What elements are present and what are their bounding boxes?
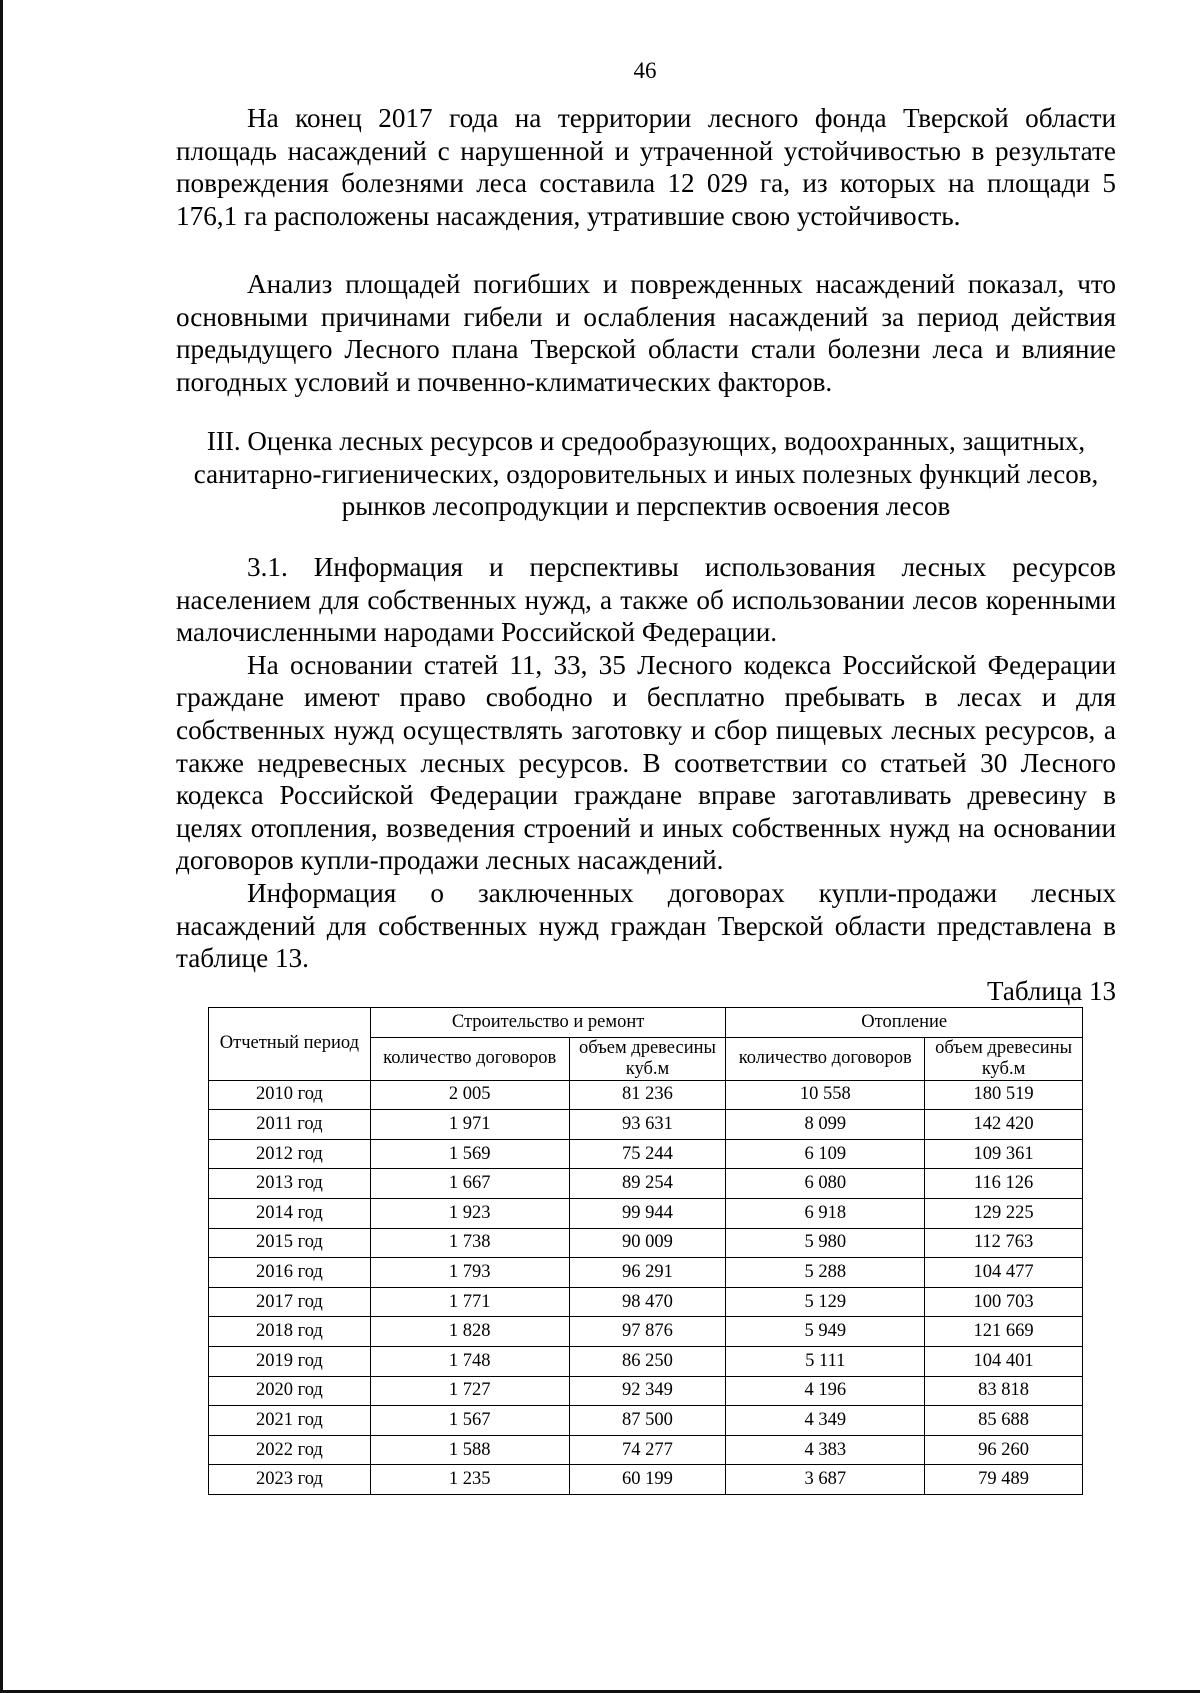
table-cell: 3 687 xyxy=(726,1465,925,1495)
table-cell: 5 288 xyxy=(726,1258,925,1288)
page-number: 46 xyxy=(633,58,657,83)
table-cell: 60 199 xyxy=(569,1465,726,1495)
table-cell: 5 129 xyxy=(726,1287,925,1317)
analysis-text xyxy=(176,268,1116,398)
table-row xyxy=(209,1435,1083,1465)
period-cell: 2014 год xyxy=(209,1198,371,1228)
table-cell: 74 277 xyxy=(569,1435,726,1465)
table-cell: 104 477 xyxy=(925,1258,1083,1288)
table-cell: 4 383 xyxy=(726,1435,925,1465)
heating-header: Отопление xyxy=(726,1008,1083,1038)
heating-contracts-header: количество договоров xyxy=(726,1037,925,1080)
table-row xyxy=(209,1376,1083,1406)
period-cell: 2022 год xyxy=(209,1435,371,1465)
paragraph: Анализ площадей погибших и поврежденных насаждений показал, что основными причинами гибели и ослабления насаждений за период действия предыдущего Лесного плана Тверской области стали болезни леса и влияние погодных условий и почвенно-климатических факторов. xyxy=(176,269,1116,397)
table-cell: 1 569 xyxy=(370,1139,569,1169)
period-cell: 2010 год xyxy=(209,1080,371,1110)
construction-contracts-header: количество договоров xyxy=(370,1037,569,1080)
table-cell: 1 923 xyxy=(370,1198,569,1228)
table-cell: 1 588 xyxy=(370,1435,569,1465)
table-cell: 129 225 xyxy=(925,1198,1083,1228)
table-cell: 89 254 xyxy=(569,1169,726,1199)
period-cell: 2013 год xyxy=(209,1169,371,1199)
table-cell: 109 361 xyxy=(925,1139,1083,1169)
table-row xyxy=(209,1465,1083,1495)
table-cell: 83 818 xyxy=(925,1376,1083,1406)
table-cell: 81 236 xyxy=(569,1080,726,1110)
table-row xyxy=(209,1287,1083,1317)
period-cell: 2018 год xyxy=(209,1317,371,1347)
table-row xyxy=(209,1198,1083,1228)
table-cell: 1 771 xyxy=(370,1287,569,1317)
table-row xyxy=(209,1406,1083,1436)
construction-header: Строительство и ремонт xyxy=(370,1008,726,1038)
period-cell: 2019 год xyxy=(209,1346,371,1376)
table-row xyxy=(209,1346,1083,1376)
period-cell: 2017 год xyxy=(209,1287,371,1317)
section-heading: III. Оценка лесных ресурсов и средообразующих, водоохранных, защитных, санитарно-гигиенических, оздоровительных и иных полезных функций лесов, рынков лесопродукции и перспектив освоения лесов xyxy=(193,426,1099,521)
period-cell: 2015 год xyxy=(209,1228,371,1258)
table-row xyxy=(209,1317,1083,1347)
table-row xyxy=(209,1139,1083,1169)
period-cell: 2011 год xyxy=(209,1110,371,1140)
table-cell: 90 009 xyxy=(569,1228,726,1258)
table-cell: 99 944 xyxy=(569,1198,726,1228)
table-cell: 1 971 xyxy=(370,1110,569,1140)
paragraph: На основании статей 11, 33, 35 Лесного кодекса Российской Федерации граждане имеют право свободно и бесплатно пребывать в лесах и для собственных нужд осуществлять заготовку и сбор пищевых лесных ресурсов, а также недревесных лесных ресурсов. В соответствии со статьей 30 Лесного кодекса Российской Федерации граждане вправе заготавливать древесину в целях отопления, возведения строений и иных собственных нужд на основании договоров купли-продажи лесных насаждений. xyxy=(176,649,1116,876)
table-cell: 1 748 xyxy=(370,1346,569,1376)
period-cell: 2023 год xyxy=(209,1465,371,1495)
table-cell: 104 401 xyxy=(925,1346,1083,1376)
table-cell: 97 876 xyxy=(569,1317,726,1347)
table-cell: 1 567 xyxy=(370,1406,569,1436)
contracts-table xyxy=(208,1007,1083,1495)
table-cell: 112 763 xyxy=(925,1228,1083,1258)
table-cell: 5 949 xyxy=(726,1317,925,1347)
period-cell: 2016 год xyxy=(209,1258,371,1288)
table-cell: 96 291 xyxy=(569,1258,726,1288)
table-cell: 5 980 xyxy=(726,1228,925,1258)
paragraph: 3.1. Информация и перспективы использования лесных ресурсов населением для собственных нужд, а также об использовании лесов коренными малочисленными народами Российской Федерации. xyxy=(176,552,1116,648)
table-cell: 4 196 xyxy=(726,1376,925,1406)
table-cell: 100 703 xyxy=(925,1287,1083,1317)
table-cell: 116 126 xyxy=(925,1169,1083,1199)
scan-edge-left xyxy=(0,0,3,1693)
table-cell: 93 631 xyxy=(569,1110,726,1140)
table-row xyxy=(209,1169,1083,1199)
table-cell: 6 109 xyxy=(726,1139,925,1169)
table-cell: 142 420 xyxy=(925,1110,1083,1140)
table-row xyxy=(209,1228,1083,1258)
table-cell: 75 244 xyxy=(569,1139,726,1169)
table-caption: Таблица 13 xyxy=(987,976,1116,1006)
table-cell: 10 558 xyxy=(726,1080,925,1110)
period-cell: 2021 год xyxy=(209,1406,371,1436)
table-cell: 92 349 xyxy=(569,1376,726,1406)
table-row xyxy=(209,1110,1083,1140)
table-cell: 6 918 xyxy=(726,1198,925,1228)
construction-volume-header: объем древесины куб.м xyxy=(569,1037,726,1080)
table-cell: 96 260 xyxy=(925,1435,1083,1465)
table-cell: 1 727 xyxy=(370,1376,569,1406)
period-cell: 2020 год xyxy=(209,1376,371,1406)
paragraph: Информация о заключенных договорах купли-продажи лесных насаждений для собственных нужд граждан Тверской области представлена в таблице 13. xyxy=(176,877,1116,974)
table-cell: 1 828 xyxy=(370,1317,569,1347)
table-cell: 98 470 xyxy=(569,1287,726,1317)
table-cell: 86 250 xyxy=(569,1346,726,1376)
table-cell: 87 500 xyxy=(569,1406,726,1436)
table-cell: 1 235 xyxy=(370,1465,569,1495)
table-cell: 2 005 xyxy=(370,1080,569,1110)
table-cell: 1 738 xyxy=(370,1228,569,1258)
table-cell: 1 793 xyxy=(370,1258,569,1288)
table-row xyxy=(209,1258,1083,1288)
body-text xyxy=(176,551,1116,975)
table-row xyxy=(209,1080,1083,1110)
period-header: Отчетный период xyxy=(209,1008,371,1081)
table-cell: 5 111 xyxy=(726,1346,925,1376)
paragraph: На конец 2017 года на территории лесного фонда Тверской области площадь насаждений с нарушенной и утраченной устойчивостью в результате повреждения болезнями леса составила 12 029 га, из которых на площади 5 176,1 га расположены насаждения, утратившие свою устойчивость. xyxy=(176,103,1116,231)
intro-text xyxy=(176,102,1116,232)
period-cell: 2012 год xyxy=(209,1139,371,1169)
table-cell: 79 489 xyxy=(925,1465,1083,1495)
table-cell: 1 667 xyxy=(370,1169,569,1199)
table-cell: 85 688 xyxy=(925,1406,1083,1436)
table-cell: 4 349 xyxy=(726,1406,925,1436)
table-cell: 8 099 xyxy=(726,1110,925,1140)
heating-volume-header: объем древесины куб.м xyxy=(925,1037,1083,1080)
table-cell: 121 669 xyxy=(925,1317,1083,1347)
table-cell: 6 080 xyxy=(726,1169,925,1199)
table-cell: 180 519 xyxy=(925,1080,1083,1110)
